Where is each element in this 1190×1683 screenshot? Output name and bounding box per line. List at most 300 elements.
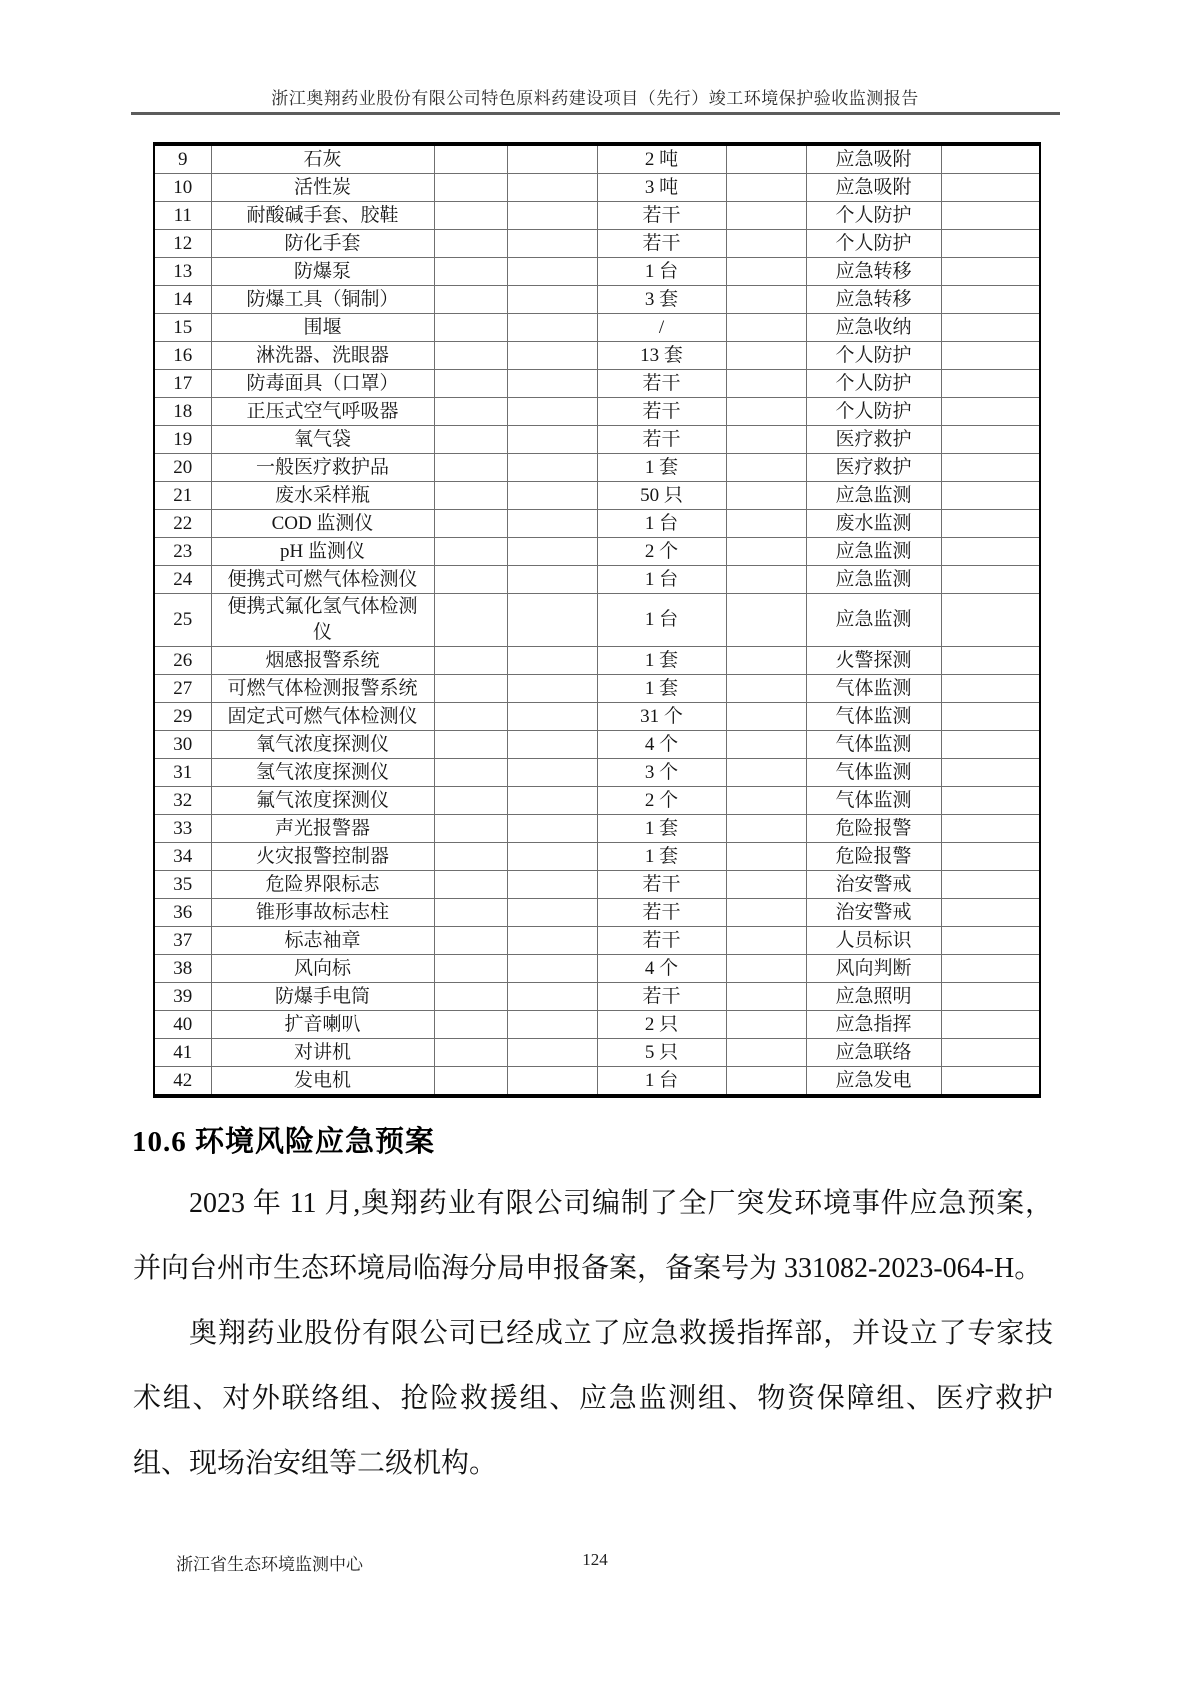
cell-qty: 3 吨 [597,174,726,202]
cell-blank [941,647,1040,675]
cell-blank [726,731,806,759]
table-row [154,482,1040,510]
cell-purpose: 应急监测 [806,482,941,510]
cell-blank [434,787,507,815]
cell-blank [507,815,597,843]
cell-name: 防爆手电筒 [211,983,434,1011]
cell-qty: 2 个 [597,538,726,566]
cell-purpose: 气体监测 [806,759,941,787]
cell-purpose: 危险报警 [806,843,941,871]
cell-no: 14 [154,286,211,314]
cell-qty: 5 只 [597,1039,726,1067]
cell-blank [726,594,806,647]
cell-blank [941,927,1040,955]
cell-qty: 若干 [597,426,726,454]
cell-blank [941,787,1040,815]
table-row [154,1011,1040,1039]
cell-purpose: 应急监测 [806,566,941,594]
cell-purpose: 应急监测 [806,538,941,566]
cell-blank [726,1039,806,1067]
cell-blank [507,482,597,510]
cell-qty: 50 只 [597,482,726,510]
cell-blank [507,566,597,594]
cell-blank [941,342,1040,370]
table-row [154,286,1040,314]
cell-blank [434,174,507,202]
cell-blank [434,759,507,787]
cell-blank [726,482,806,510]
cell-no: 36 [154,899,211,927]
cell-blank [434,1011,507,1039]
table-row [154,647,1040,675]
cell-blank [941,230,1040,258]
cell-blank [726,566,806,594]
cell-blank [507,1067,597,1097]
cell-no: 30 [154,731,211,759]
cell-blank [726,342,806,370]
cell-blank [434,703,507,731]
table-row [154,454,1040,482]
cell-blank [941,1011,1040,1039]
cell-purpose: 应急照明 [806,983,941,1011]
cell-name: 火灾报警控制器 [211,843,434,871]
table-row [154,398,1040,426]
cell-blank [726,454,806,482]
cell-qty: 3 个 [597,759,726,787]
cell-blank [434,144,507,174]
cell-name: 风向标 [211,955,434,983]
cell-blank [507,454,597,482]
cell-blank [507,759,597,787]
cell-no: 22 [154,510,211,538]
cell-no: 12 [154,230,211,258]
cell-blank [434,342,507,370]
cell-blank [434,731,507,759]
table-row [154,258,1040,286]
cell-blank [941,144,1040,174]
cell-blank [507,370,597,398]
cell-qty: 若干 [597,983,726,1011]
cell-qty: 1 套 [597,647,726,675]
cell-name: COD 监测仪 [211,510,434,538]
cell-name: 防毒面具（口罩） [211,370,434,398]
cell-qty: 13 套 [597,342,726,370]
cell-blank [434,538,507,566]
cell-blank [507,703,597,731]
cell-purpose: 气体监测 [806,787,941,815]
cell-blank [507,731,597,759]
cell-blank [507,202,597,230]
cell-name: 活性炭 [211,174,434,202]
cell-blank [507,342,597,370]
cell-qty: 2 只 [597,1011,726,1039]
cell-blank [726,927,806,955]
cell-blank [507,899,597,927]
cell-purpose: 应急指挥 [806,1011,941,1039]
cell-qty: 1 套 [597,675,726,703]
cell-blank [726,314,806,342]
cell-purpose: 应急转移 [806,258,941,286]
cell-name: 烟感报警系统 [211,647,434,675]
cell-blank [434,594,507,647]
cell-blank [941,594,1040,647]
cell-no: 31 [154,759,211,787]
table-row [154,731,1040,759]
table-row [154,1039,1040,1067]
cell-no: 19 [154,426,211,454]
table-row [154,703,1040,731]
table-row [154,510,1040,538]
cell-blank [726,144,806,174]
cell-blank [434,983,507,1011]
cell-blank [507,955,597,983]
cell-blank [434,230,507,258]
cell-blank [726,647,806,675]
cell-blank [726,426,806,454]
cell-qty: 1 台 [597,566,726,594]
cell-purpose: 气体监测 [806,703,941,731]
cell-purpose: 应急监测 [806,594,941,647]
table-row [154,566,1040,594]
cell-blank [507,843,597,871]
cell-blank [507,983,597,1011]
table-row [154,370,1040,398]
cell-purpose: 应急收纳 [806,314,941,342]
cell-blank [434,843,507,871]
cell-blank [941,370,1040,398]
cell-blank [726,510,806,538]
cell-no: 16 [154,342,211,370]
cell-blank [507,594,597,647]
cell-purpose: 治安警戒 [806,899,941,927]
cell-blank [726,230,806,258]
cell-blank [726,703,806,731]
table-row [154,594,1040,647]
cell-blank [941,1067,1040,1097]
cell-blank [941,983,1040,1011]
cell-purpose: 个人防护 [806,370,941,398]
equipment-table [153,142,1041,1098]
cell-qty: 31 个 [597,703,726,731]
cell-purpose: 个人防护 [806,398,941,426]
cell-purpose: 应急联络 [806,1039,941,1067]
cell-blank [434,871,507,899]
cell-blank [434,566,507,594]
cell-no: 23 [154,538,211,566]
table-row [154,202,1040,230]
cell-qty: 1 台 [597,510,726,538]
cell-blank [941,286,1040,314]
cell-blank [507,871,597,899]
cell-name: 正压式空气呼吸器 [211,398,434,426]
table-row [154,955,1040,983]
cell-blank [434,510,507,538]
cell-blank [941,759,1040,787]
cell-blank [434,482,507,510]
cell-name: pH 监测仪 [211,538,434,566]
cell-name: 声光报警器 [211,815,434,843]
cell-purpose: 风向判断 [806,955,941,983]
cell-blank [434,647,507,675]
cell-no: 25 [154,594,211,647]
body-text [133,1171,1053,1496]
cell-blank [434,1039,507,1067]
table-row [154,843,1040,871]
cell-blank [941,314,1040,342]
cell-blank [434,258,507,286]
cell-qty: 1 台 [597,258,726,286]
cell-purpose: 个人防护 [806,230,941,258]
cell-blank [434,927,507,955]
cell-qty: 若干 [597,871,726,899]
cell-blank [941,899,1040,927]
cell-no: 10 [154,174,211,202]
cell-blank [726,370,806,398]
cell-blank [507,538,597,566]
cell-blank [941,202,1040,230]
cell-blank [726,258,806,286]
cell-blank [434,370,507,398]
cell-blank [941,1039,1040,1067]
cell-blank [726,398,806,426]
cell-name: 可燃气体检测报警系统 [211,675,434,703]
cell-blank [507,314,597,342]
cell-blank [507,398,597,426]
cell-blank [507,258,597,286]
cell-blank [507,426,597,454]
cell-name: 防化手套 [211,230,434,258]
cell-blank [941,843,1040,871]
cell-no: 26 [154,647,211,675]
cell-no: 34 [154,843,211,871]
cell-purpose: 废水监测 [806,510,941,538]
cell-name: 氧气浓度探测仪 [211,731,434,759]
cell-qty: 若干 [597,230,726,258]
table-row [154,538,1040,566]
cell-blank [941,731,1040,759]
cell-qty: 4 个 [597,955,726,983]
cell-purpose: 个人防护 [806,342,941,370]
cell-no: 27 [154,675,211,703]
cell-qty: / [597,314,726,342]
cell-no: 33 [154,815,211,843]
cell-blank [434,202,507,230]
cell-purpose: 气体监测 [806,675,941,703]
cell-name: 一般医疗救护品 [211,454,434,482]
cell-name: 固定式可燃气体检测仪 [211,703,434,731]
cell-blank [941,454,1040,482]
cell-blank [941,815,1040,843]
cell-blank [434,1067,507,1097]
cell-blank [507,927,597,955]
cell-blank [726,675,806,703]
table-row [154,1067,1040,1097]
table-row [154,759,1040,787]
cell-qty: 1 台 [597,594,726,647]
table-row [154,983,1040,1011]
footer-organization: 浙江省生态环境监测中心 [176,1555,363,1574]
cell-purpose: 个人防护 [806,202,941,230]
table-row [154,314,1040,342]
cell-blank [941,871,1040,899]
cell-blank [434,899,507,927]
cell-name: 氢气浓度探测仪 [211,759,434,787]
cell-no: 40 [154,1011,211,1039]
cell-blank [726,815,806,843]
cell-name: 标志袖章 [211,927,434,955]
cell-blank [507,1039,597,1067]
cell-blank [507,787,597,815]
table-row [154,230,1040,258]
cell-blank [941,566,1040,594]
cell-blank [941,258,1040,286]
cell-blank [941,398,1040,426]
cell-blank [434,286,507,314]
cell-name: 便携式氟化氢气体检测仪 [211,594,434,647]
cell-blank [726,286,806,314]
table-row [154,927,1040,955]
cell-qty: 1 套 [597,454,726,482]
cell-qty: 若干 [597,398,726,426]
cell-blank [507,174,597,202]
cell-purpose: 气体监测 [806,731,941,759]
cell-blank [726,538,806,566]
equipment-table-body [154,144,1040,1096]
cell-blank [434,815,507,843]
body-paragraph: 奥翔药业股份有限公司已经成立了应急救援指挥部，并设立了专家技术组、对外联络组、抢险救援组、应急监测组、物资保障组、医疗救护组、现场治安组等二级机构。 [133,1318,1053,1479]
cell-no: 13 [154,258,211,286]
table-row [154,675,1040,703]
cell-blank [726,759,806,787]
cell-no: 29 [154,703,211,731]
cell-no: 9 [154,144,211,174]
cell-blank [941,510,1040,538]
cell-purpose: 危险报警 [806,815,941,843]
cell-no: 21 [154,482,211,510]
cell-no: 39 [154,983,211,1011]
cell-name: 淋洗器、洗眼器 [211,342,434,370]
table-row [154,342,1040,370]
cell-name: 发电机 [211,1067,434,1097]
header-rule [131,112,1060,115]
cell-qty: 2 吨 [597,144,726,174]
cell-name: 废水采样瓶 [211,482,434,510]
cell-blank [434,955,507,983]
cell-qty: 若干 [597,202,726,230]
section-heading: 10.6 环境风险应急预案 [132,1126,436,1158]
cell-qty: 1 套 [597,815,726,843]
cell-purpose: 治安警戒 [806,871,941,899]
cell-purpose: 应急吸附 [806,174,941,202]
cell-blank [941,174,1040,202]
cell-blank [434,454,507,482]
cell-no: 32 [154,787,211,815]
cell-blank [507,286,597,314]
cell-no: 15 [154,314,211,342]
table-row [154,899,1040,927]
cell-blank [941,482,1040,510]
cell-blank [941,955,1040,983]
cell-purpose: 应急发电 [806,1067,941,1097]
cell-blank [726,983,806,1011]
table-row [154,815,1040,843]
cell-qty: 若干 [597,370,726,398]
cell-name: 便携式可燃气体检测仪 [211,566,434,594]
cell-no: 24 [154,566,211,594]
cell-name: 防爆泵 [211,258,434,286]
cell-purpose: 医疗救护 [806,426,941,454]
cell-name: 石灰 [211,144,434,174]
cell-purpose: 应急吸附 [806,144,941,174]
cell-name: 氧气袋 [211,426,434,454]
cell-name: 对讲机 [211,1039,434,1067]
cell-blank [434,426,507,454]
cell-blank [507,675,597,703]
cell-no: 20 [154,454,211,482]
table-row [154,787,1040,815]
cell-name: 防爆工具（铜制） [211,286,434,314]
table-row [154,144,1040,174]
cell-qty: 若干 [597,927,726,955]
cell-qty: 2 个 [597,787,726,815]
cell-blank [941,538,1040,566]
cell-blank [507,1011,597,1039]
cell-blank [507,144,597,174]
cell-blank [941,703,1040,731]
cell-name: 扩音喇叭 [211,1011,434,1039]
cell-blank [726,787,806,815]
cell-blank [507,510,597,538]
cell-blank [507,647,597,675]
cell-blank [941,675,1040,703]
cell-blank [726,843,806,871]
cell-blank [726,955,806,983]
cell-no: 18 [154,398,211,426]
cell-no: 11 [154,202,211,230]
cell-no: 42 [154,1067,211,1097]
body-paragraph: 2023 年 11 月,奥翔药业有限公司编制了全厂突发环境事件应急预案，并向台州市生态环境局临海分局申报备案，备案号为 331082-2023-064-H。 [133,1188,1053,1284]
cell-purpose: 医疗救护 [806,454,941,482]
cell-name: 危险界限标志 [211,871,434,899]
cell-qty: 1 台 [597,1067,726,1097]
table-row [154,426,1040,454]
cell-name: 氟气浓度探测仪 [211,787,434,815]
cell-qty: 4 个 [597,731,726,759]
cell-name: 耐酸碱手套、胶鞋 [211,202,434,230]
cell-blank [726,1011,806,1039]
cell-no: 35 [154,871,211,899]
table-row [154,871,1040,899]
cell-purpose: 人员标识 [806,927,941,955]
cell-purpose: 火警探测 [806,647,941,675]
cell-no: 41 [154,1039,211,1067]
page-header-title: 浙江奥翔药业股份有限公司特色原料药建设项目（先行）竣工环境保护验收监测报告 [271,89,919,108]
cell-qty: 1 套 [597,843,726,871]
table-row [154,174,1040,202]
cell-blank [726,871,806,899]
cell-no: 38 [154,955,211,983]
cell-blank [434,314,507,342]
cell-blank [726,202,806,230]
cell-name: 围堰 [211,314,434,342]
footer-page-number: 124 [582,1550,608,1569]
cell-purpose: 应急转移 [806,286,941,314]
cell-no: 17 [154,370,211,398]
cell-qty: 若干 [597,899,726,927]
cell-name: 锥形事故标志柱 [211,899,434,927]
cell-blank [726,899,806,927]
cell-qty: 3 套 [597,286,726,314]
